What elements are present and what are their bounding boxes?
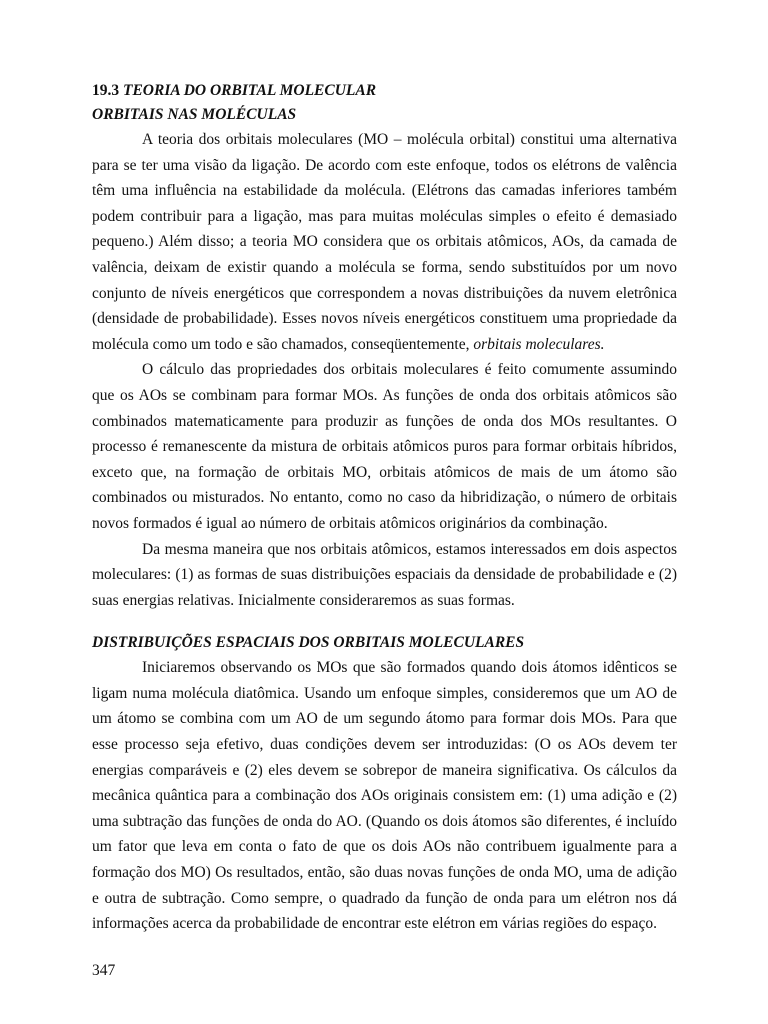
section-spacer [92, 613, 677, 631]
term-orbitais-moleculares: orbitais moleculares. [473, 335, 605, 353]
page-content [92, 79, 677, 937]
paragraph-intro-text: A teoria dos orbitais moleculares (MO – molécula orbital) constitui uma alternativa para se ter uma visão da ligação. De acordo com este enfoque, todos os elétrons de valência têm uma influência na estabilidade da molécula. (Elétrons das camadas inferiores também podem contribuir para a ligação, mas para muitas moléculas simples o efeito é demasiado pequeno.) Além disso; a teoria MO considera que os orbitais atômicos, AOs, da camada de valência, deixam de existir quando a molécula se forma, sendo substituídos por um novo conjunto de níveis energéticos que correspondem a novas distribuições da nuvem eletrônica (densidade de probabilidade). Esses novos níveis energéticos constituem uma propriedade da molécula como um todo e são chamados, conseqüentemente, [92, 131, 677, 353]
paragraph-diatomica: Iniciaremos observando os MOs que são formados quando dois átomos idênticos se ligam numa molécula diatômica. Usando um enfoque simples, consideremos que um AO de um átomo se combina com um AO de um segundo átomo para formar dois MOs. Para que esse processo seja efetivo, duas condições devem ser introduzidas: (O os AOs devem ter energias comparáveis e (2) eles devem se sobrepor de maneira significativa. Os cálculos da mecânica quântica para a combinação dos AOs originais consistem em: (1) uma adição e (2) uma subtração das funções de onda do AO. (Quando os dois átomos são diferentes, é incluído um fator que leva em conta o fato de que os dois AOs não contribuem igualmente para a formação dos MO) Os resultados, então, são duas novas funções de onda MO, uma de adição e outra de subtração. Como sempre, o quadrado da função de onda para um elétron nos dá informações acerca da probabilidade de encontrar este elétron em várias regiões do espaço. [92, 659, 677, 933]
section-title: TEORIA DO ORBITAL MOLECULAR [123, 82, 377, 99]
paragraph-aspectos: Da mesma maneira que nos orbitais atômicos, estamos interessados em dois aspectos moleculares: (1) as formas de suas distribuições espaciais da densidade de probabilidade e (2) suas energias relativas. Inicialmente consideraremos as suas formas. [92, 540, 677, 609]
paragraph-calculo: O cálculo das propriedades dos orbitais moleculares é feito comumente assumindo que os AOs se combinam para formar MOs. As funções de onda dos orbitais atômicos são combinados matematicamente para produzir as funções de onda dos MOs resultantes. O processo é remanescente da mistura de orbitais atômicos puros para formar orbitais híbridos, exceto que, na formação de orbitais MO, orbitais atômicos de mais de um átomo são combinados ou misturados. No entanto, como no caso da hibridização, o número de orbitais novos formados é igual ao número de orbitais atômicos originários da combinação. [92, 361, 677, 532]
page-number: 347 [92, 962, 116, 979]
section-number: 19.3 [92, 82, 120, 99]
paragraph-intro [92, 127, 677, 357]
subsection-heading-orbitais: ORBITAIS NAS MOLÉCULAS [92, 106, 297, 123]
subsection-heading-distribuicoes: DISTRIBUIÇÕES ESPACIAIS DOS ORBITAIS MOLECULARES [92, 634, 525, 652]
section-heading [92, 79, 677, 103]
